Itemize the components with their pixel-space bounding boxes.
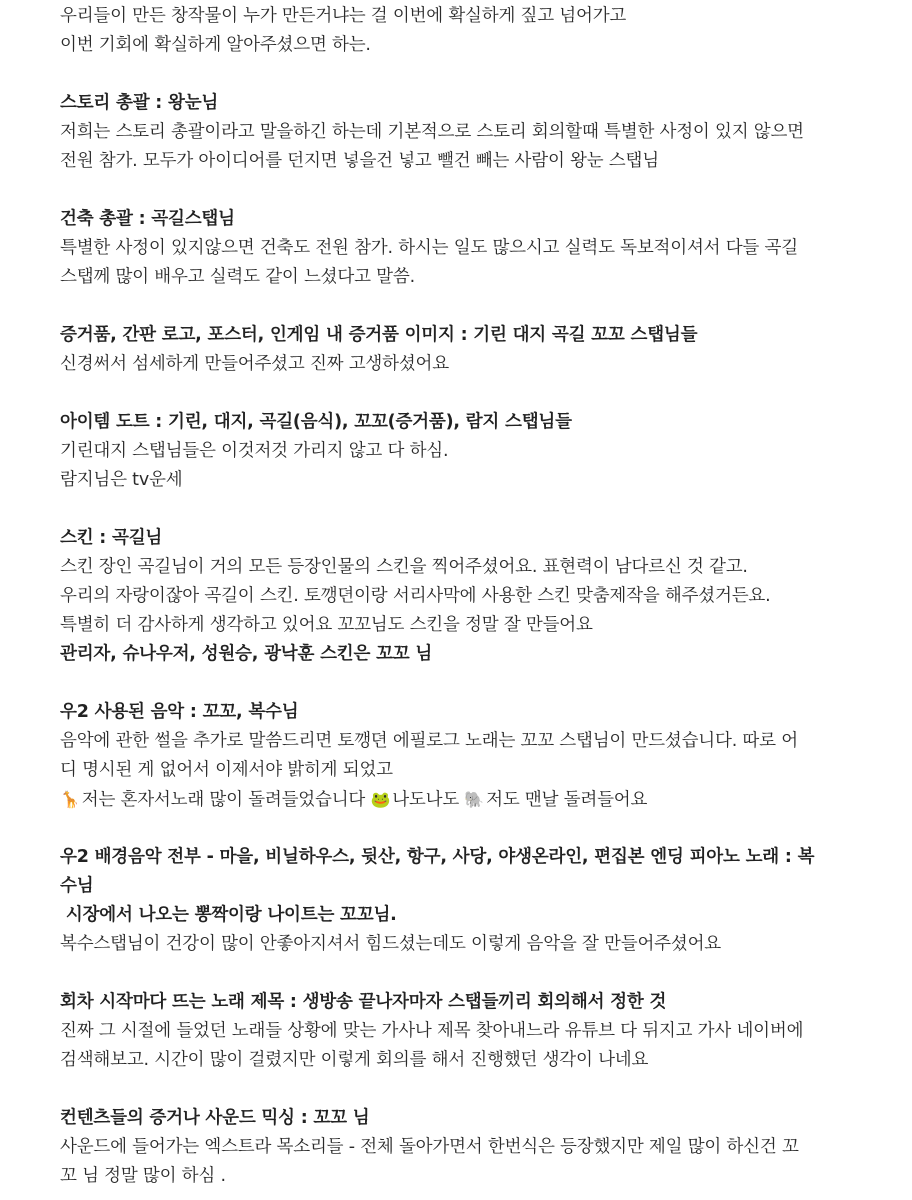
section-text: 진짜 그 시절에 들었던 노래들 상황에 맞는 가사나 제목 찾아내느라 유튜브 다 뒤지고 가사 네이버에 — [60, 1021, 804, 1041]
section-text: 스탭께 많이 배우고 실력도 같이 느셨다고 말씀. — [60, 267, 415, 287]
section-text: 저희는 스토리 총괄이라고 말을하긴 하는데 기본적으로 스토리 회의할때 특별한 사정이 있지 않으면 — [60, 122, 804, 142]
paragraph-gap — [60, 60, 872, 89]
frog-icon: 🐸 — [370, 790, 391, 809]
section-heading-bgm: 수님 — [60, 876, 94, 896]
paragraph-gap — [60, 1075, 872, 1104]
emoji-comment-line — [60, 785, 872, 814]
intro-line: 이번 기회에 확실하게 알아주셨으면 하는. — [60, 35, 371, 55]
section-heading-story: 스토리 총괄 : 왕눈님 — [60, 93, 219, 113]
section-text: 람지님은 tv운세 — [60, 470, 183, 490]
section-heading-song-titles: 회차 시작마다 뜨는 노래 제목 : 생방송 끝나자마자 스탭들끼리 회의해서 정한 것 — [60, 992, 667, 1012]
section-text: 특별히 더 감사하게 생각하고 있어요 꼬꼬님도 스킨을 정말 잘 만들어요 — [60, 615, 593, 635]
paragraph-gap — [60, 669, 872, 698]
giraffe-icon: 🦒 — [60, 790, 80, 809]
comment-text: 나도나도 — [392, 790, 465, 810]
section-text: 기린대지 스탭님들은 이것저것 가리지 않고 다 하심. — [60, 441, 449, 461]
elephant-icon: 🐘 — [464, 790, 485, 809]
section-text: 전원 참가. 모두가 아이디어를 던지면 넣을건 넣고 뺄건 빼는 사람이 왕눈 스탭님 — [60, 151, 659, 171]
paragraph-gap — [60, 292, 872, 321]
paragraph-gap — [60, 959, 872, 988]
section-heading-building: 건축 총괄 : 곡길스탭님 — [60, 209, 235, 229]
section-text: 음악에 관한 썰을 추가로 말씀드리면 토깽뎐 에필로그 노래는 꼬꼬 스탭님이 만드셨습니다. 따로 어 — [60, 731, 798, 751]
section-bold-note: 관리자, 슈나우저, 성원승, 광낙훈 스킨은 꼬꼬 님 — [60, 644, 433, 664]
section-text: 검색해보고. 시간이 많이 걸렸지만 이렇게 회의를 해서 진행했던 생각이 나네요 — [60, 1050, 649, 1070]
section-text: 우리의 자랑이잖아 곡길이 스킨. 토깽뎐이랑 서리사막에 사용한 스킨 맞춤제작을 해주셨거든요. — [60, 586, 771, 606]
section-heading-evidence: 증거품, 간판 로고, 포스터, 인게임 내 증거품 이미지 : 기린 대지 곡길 꼬꼬 스탭님들 — [60, 325, 698, 345]
paragraph-gap — [60, 814, 872, 843]
section-heading-sound: 컨텐츠들의 증거나 사운드 믹싱 : 꼬꼬 님 — [60, 1108, 370, 1128]
section-text: 신경써서 섬세하게 만들어주셨고 진짜 고생하셨어요 — [60, 354, 449, 374]
section-heading-item-dots: 아이템 도트 : 기린, 대지, 곡길(음식), 꼬꼬(증거품), 람지 스탭님들 — [60, 412, 572, 432]
paragraph-gap — [60, 495, 872, 524]
section-text: 특별한 사정이 있지않으면 건축도 전원 참가. 하시는 일도 많으시고 실력도 독보적이셔서 다들 곡길 — [60, 238, 798, 258]
section-heading-music: 우2 사용된 음악 : 꼬꼬, 복수님 — [60, 702, 299, 722]
comment-text: 저도 맨날 돌려들어요 — [486, 790, 648, 810]
section-text: 사운드에 들어가는 엑스트라 목소리들 - 전체 돌아가면서 한번식은 등장했지만 제일 많이 하신건 꼬 — [60, 1137, 799, 1157]
section-heading-bgm: 시장에서 나오는 뽕짝이랑 나이트는 꼬꼬님. — [60, 905, 397, 925]
section-heading-bgm: 우2 배경음악 전부 - 마을, 비닐하우스, 뒷산, 항구, 사당, 야생온라인, 편집본 엔딩 피아노 노래 : 복 — [60, 847, 815, 867]
section-text: 디 명시된 게 없어서 이제서야 밝히게 되었고 — [60, 760, 393, 780]
paragraph-gap — [60, 379, 872, 408]
section-text: 스킨 장인 곡길님이 거의 모든 등장인물의 스킨을 찍어주셨어요. 표현력이 남다르신 것 같고. — [60, 557, 748, 577]
section-text: 복수스탭님이 건강이 많이 안좋아지셔서 힘드셨는데도 이렇게 음악을 잘 만들어주셨어요 — [60, 934, 721, 954]
section-text: 꼬 님 정말 많이 하심 . — [60, 1166, 226, 1186]
intro-line: 우리들이 만든 창작물이 누가 만든거냐는 걸 이번에 확실하게 짚고 넘어가고 — [60, 6, 627, 26]
section-heading-skin: 스킨 : 곡길님 — [60, 528, 163, 548]
paragraph-gap — [60, 176, 872, 205]
comment-text: 저는 혼자서노래 많이 돌려들었습니다 — [81, 790, 371, 810]
